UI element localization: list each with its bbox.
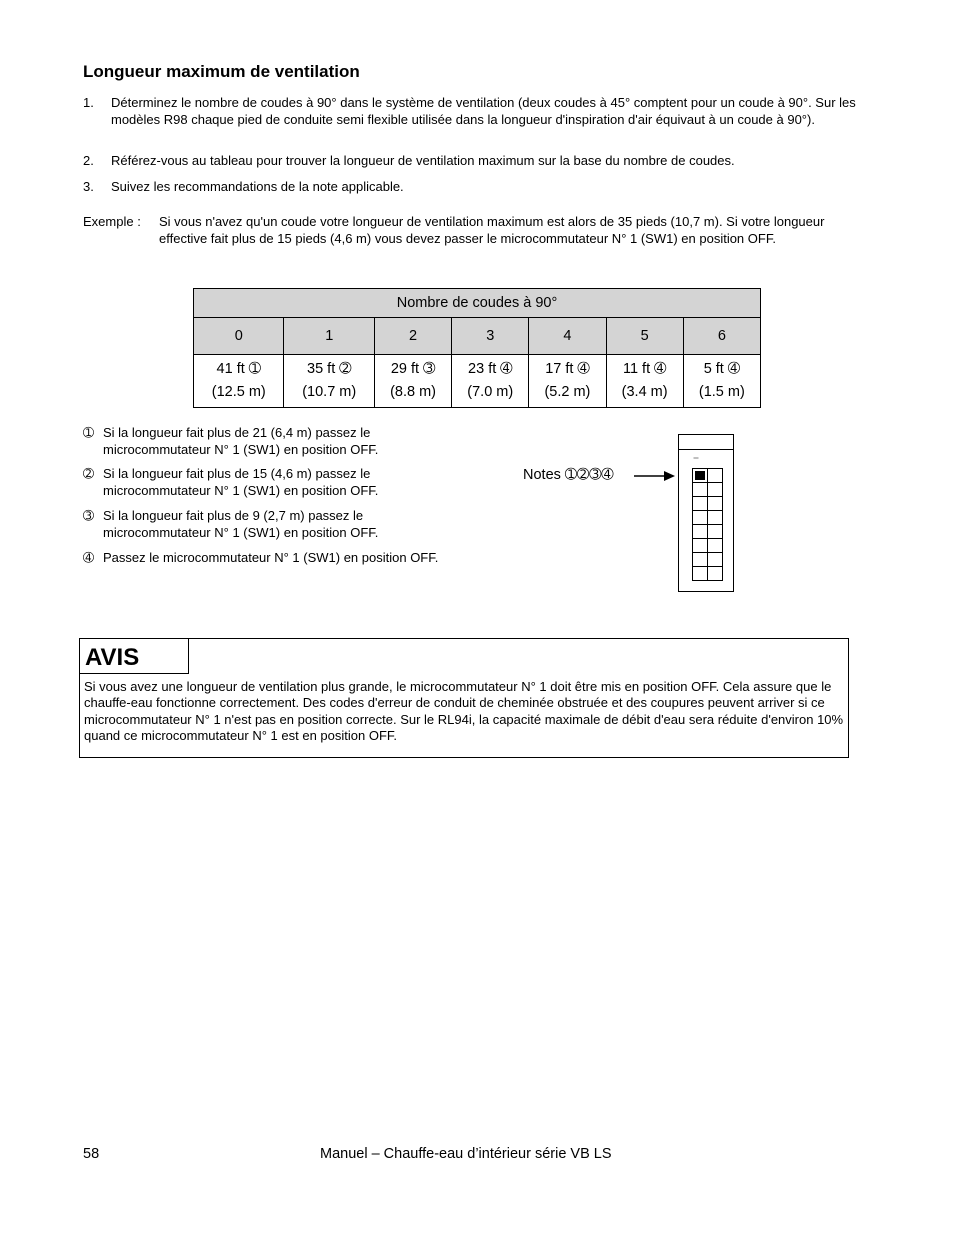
step-number: 1. <box>83 95 94 110</box>
elbow-count-cell: 6 <box>683 318 760 355</box>
dip-switch-cell <box>708 525 723 539</box>
length-m: (1.5 m) <box>698 384 745 400</box>
dip-switch-cell <box>693 567 708 581</box>
dip-switch-cell <box>693 511 708 525</box>
avis-notice-box <box>79 638 849 758</box>
note-marker: ➀ <box>83 425 94 440</box>
length-cell <box>374 355 451 408</box>
dip-switch-cell <box>708 497 723 511</box>
section-heading: Longueur maximum de ventilation <box>83 62 360 81</box>
note-marker: ➂ <box>83 508 94 523</box>
dip-switch-cell <box>693 553 708 567</box>
length-cell <box>683 355 760 408</box>
elbow-count-cell: 3 <box>452 318 529 355</box>
dip-switch-cell <box>693 497 708 511</box>
length-m: (5.2 m) <box>544 384 591 400</box>
dip-switch-cell <box>693 469 708 483</box>
dip-switch-cell <box>693 525 708 539</box>
elbow-count-cell: 5 <box>606 318 683 355</box>
dip-switch-cell <box>708 483 723 497</box>
vent-length-table <box>193 288 761 408</box>
dip-switch-cell <box>708 469 723 483</box>
dip-switch-row <box>693 469 723 483</box>
length-ft: 17 ft ➃ <box>545 361 590 377</box>
elbow-count-cell: 2 <box>374 318 451 355</box>
table-header: Nombre de coudes à 90° <box>194 289 761 318</box>
length-cell <box>529 355 606 408</box>
step-number: 3. <box>83 179 94 194</box>
elbow-count-cell: 4 <box>529 318 606 355</box>
elbow-count-cell: 1 <box>284 318 374 355</box>
dip-switch-grid <box>692 468 723 581</box>
note-marker: ➃ <box>83 550 94 565</box>
dip-switch-cell <box>708 539 723 553</box>
elbow-count-cell: 0 <box>194 318 284 355</box>
example-text: Si vous n'avez qu'un coude votre longueur de ventilation maximum est alors de 35 pieds (10,7 m). Si votre longueur effective fait plus de 15 pieds (4,6 m) vous devez passer le microcommutateur N° 1 (SW1) en position OFF. <box>159 214 825 246</box>
off-direction-icon <box>691 457 701 459</box>
note-text: Si la longueur fait plus de 21 (6,4 m) passez le microcommutateur N° 1 (SW1) en position OFF. <box>103 425 379 457</box>
dip-switch-row <box>693 525 723 539</box>
dip-switch-row <box>693 539 723 553</box>
dip-switch-row <box>693 567 723 581</box>
arrow-right-icon <box>634 468 676 484</box>
dip-switch-cell <box>693 539 708 553</box>
length-ft: 41 ft ➀ <box>216 361 261 377</box>
footer-title: Manuel – Chauffe-eau d’intérieur série VB LS <box>320 1146 612 1162</box>
length-cell <box>452 355 529 408</box>
length-m: (12.5 m) <box>211 384 266 400</box>
dip-switch-cell <box>708 553 723 567</box>
length-ft: 35 ft ➁ <box>307 361 352 377</box>
length-m: (7.0 m) <box>467 384 514 400</box>
dip-switch-cell <box>708 567 723 581</box>
example-label: Exemple : <box>83 214 141 229</box>
table-row <box>194 318 761 355</box>
length-m: (10.7 m) <box>302 384 357 400</box>
length-cell <box>606 355 683 408</box>
dip-switch-diagram <box>678 434 734 592</box>
note-text: Passez le microcommutateur N° 1 (SW1) en position OFF. <box>103 550 439 565</box>
length-ft: 23 ft ➃ <box>468 361 513 377</box>
note-marker: ➁ <box>83 466 94 481</box>
dip-switch-row <box>693 511 723 525</box>
step-text: Référez-vous au tableau pour trouver la longueur de ventilation maximum sur la base du nombre de coudes. <box>111 153 735 168</box>
length-m: (3.4 m) <box>621 384 668 400</box>
dip-switch-cell <box>693 483 708 497</box>
note-text: Si la longueur fait plus de 15 (4,6 m) passez le microcommutateur N° 1 (SW1) en position OFF. <box>103 466 379 498</box>
length-cell <box>284 355 374 408</box>
dip-switch-cell <box>708 511 723 525</box>
step-text: Déterminez le nombre de coudes à 90° dans le système de ventilation (deux coudes à 45° comptent pour un coude à 90°. Sur les modèles R98 chaque pied de conduite semi flexible utilisée dans la longueur d'inspiration d'air équivaut à un coude à 90°). <box>111 95 856 127</box>
dip-switch-divider <box>679 449 733 450</box>
length-ft: 5 ft ➃ <box>703 361 741 377</box>
length-cell <box>194 355 284 408</box>
note-text: Si la longueur fait plus de 9 (2,7 m) passez le microcommutateur N° 1 (SW1) en position OFF. <box>103 508 379 540</box>
step-number: 2. <box>83 153 94 168</box>
avis-title: AVIS <box>80 639 189 674</box>
dip-switch-row <box>693 553 723 567</box>
length-ft: 29 ft ➂ <box>390 361 436 377</box>
page-number: 58 <box>83 1146 100 1162</box>
length-ft: 11 ft ➃ <box>622 361 667 377</box>
table-row <box>194 355 761 408</box>
diagram-notes-label: Notes ➀➁➂➃ <box>523 467 614 483</box>
step-text: Suivez les recommandations de la note applicable. <box>111 179 404 194</box>
length-m: (8.8 m) <box>390 384 437 400</box>
dip-switch-row <box>693 497 723 511</box>
avis-text: Si vous avez une longueur de ventilation plus grande, le microcommutateur N° 1 doit être mis en position OFF. Cela assure que le chauffe-eau fonctionne correctement. Des codes d'erreur de conduit de cheminée obstruée et des coupures peuvent arriver si ce microcommutateur N° 1 n'est pas en position correcte. Sur le RL94i, la capacité maximale de débit d'eau sera réduite d'environ 10% quand ce microcommutateur N° 1 est en position OFF. <box>84 679 844 743</box>
dip-switch-row <box>693 483 723 497</box>
